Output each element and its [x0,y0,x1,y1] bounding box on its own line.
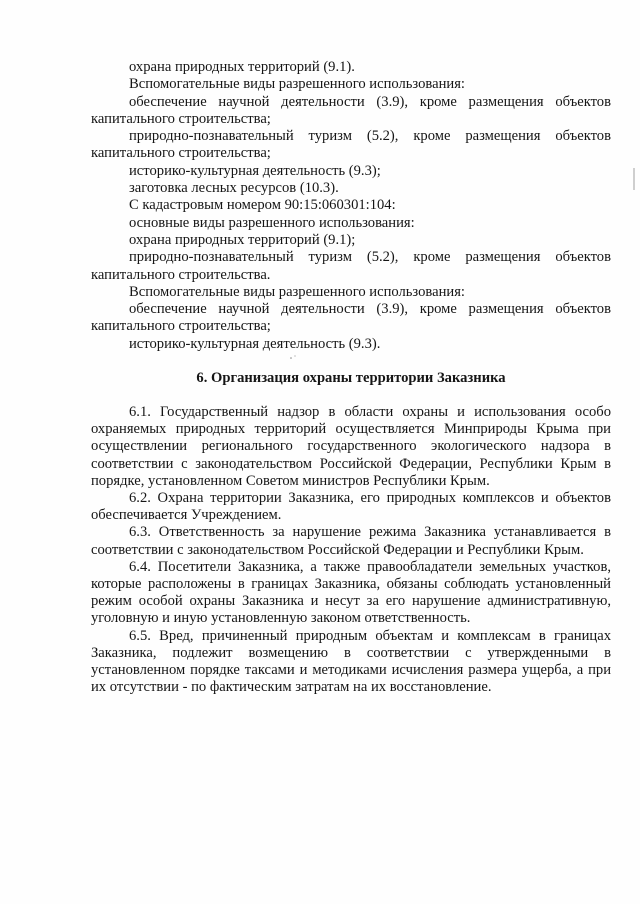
list-line: охрана природных территорий (9.1). [129,59,355,75]
list-line: природно-познавательный туризм (5.2), кроме размещения объектов [129,249,611,266]
section-heading: 6. Организация охраны территории Заказника [196,370,506,386]
section-paragraph: 6.5. Вред, причиненный природным объектам и комплексам в границах Заказника, подлежит возмещению в соответствии с утвержденными в установленном порядке таксами и методиками исчисления размера ущерба, а при их отсутствии - по фактическим затратам на их восстановление. [91,627,611,696]
scan-speck [290,357,292,359]
list-line: основные виды разрешенного использования: [129,214,415,231]
list-line: С кадастровым номером 90:15:060301:104: [129,197,396,214]
scan-speck [294,355,295,356]
list-line: Вспомогательные виды разрешенного использования: [129,76,465,93]
scan-edge-mark [633,168,635,190]
list-line: охрана природных территорий (9.1); [129,231,356,248]
list-line: капитального строительства; [91,318,271,335]
list-line: природно-познавательный туризм (5.2), кроме размещения объектов [129,128,611,145]
list-line: капитального строительства; [91,145,271,162]
section-paragraph: 6.3. Ответственность за нарушение режима Заказника устанавливается в соответствии с законодательством Российской Федерации и Республики Крым. [91,524,611,558]
list-line: капитального строительства. [91,266,271,283]
list-line: капитального строительства; [91,110,271,127]
list-line: Вспомогательные виды разрешенного использования: [129,283,465,300]
section-paragraph: 6.4. Посетители Заказника, а также правообладатели земельных участков, которые расположены в границах Заказника, обязаны соблюдать установленный режим особой охраны Заказника и несут за его нарушение административную, уголовную и иную установленную законом ответственность. [91,558,611,627]
list-line: обеспечение научной деятельности (3.9), кроме размещения объектов [129,301,611,318]
list-line: историко-культурная деятельность (9.3); [129,162,381,179]
section-paragraph: 6.1. Государственный надзор в области охраны и использования особо охраняемых природных территорий осуществляется Минприроды Крыма при осуществлении регионального государственного экологического надзора в соответствии с законодательством Российской Федерации, Республики Крым в порядке, установленном Советом министров Республики Крым. [91,404,611,489]
list-line: заготовка лесных ресурсов (10.3). [129,180,339,197]
list-line: обеспечение научной деятельности (3.9), кроме размещения объектов [129,93,611,110]
list-line: историко-культурная деятельность (9.3). [129,335,381,352]
section-paragraph: 6.2. Охрана территории Заказника, его природных комплексов и объектов обеспечивается Учреждением. [91,490,611,524]
